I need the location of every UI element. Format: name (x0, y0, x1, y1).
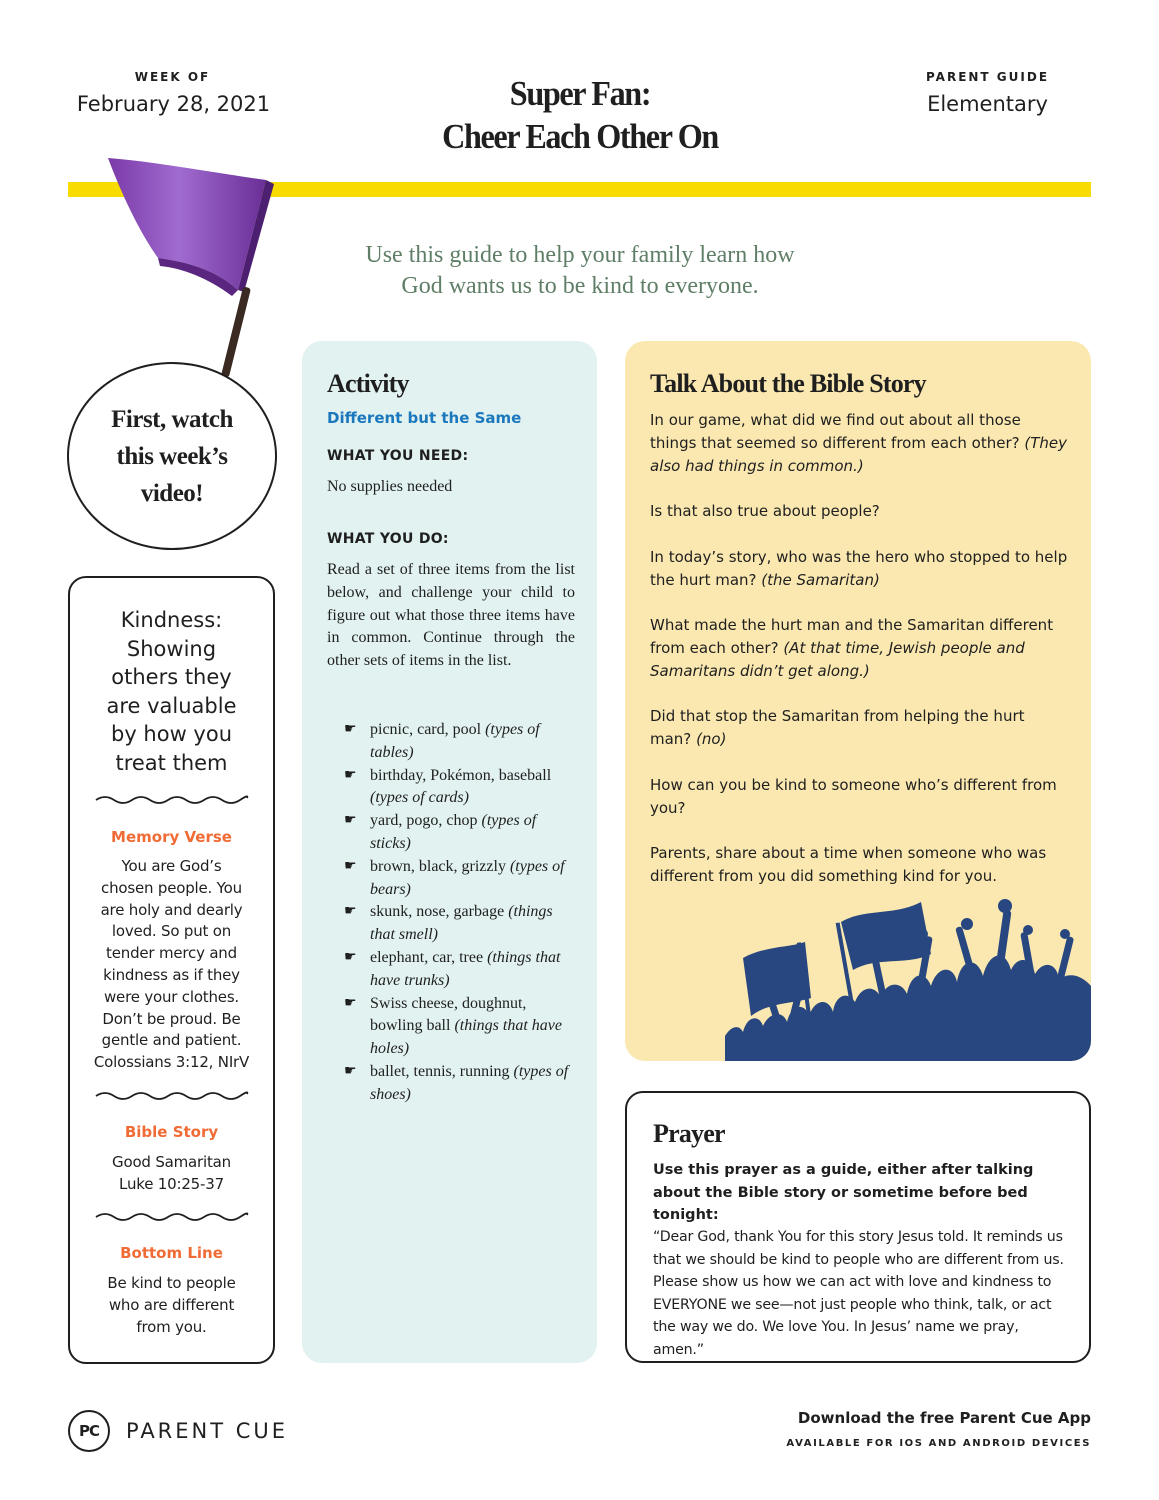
week-of-label: WEEK OF (134, 70, 211, 84)
activity-panel (302, 341, 597, 1363)
item-words: birthday, Pokémon, baseball (370, 766, 552, 784)
question-text: What made the hurt man and the Samaritan different from each other? (650, 616, 1054, 657)
download-app-title: Download the free Parent Cue App (797, 1409, 1091, 1427)
pointing-hand-icon: ☛ (344, 813, 357, 829)
pointing-hand-icon: ☛ (344, 858, 357, 874)
pointing-hand-icon: ☛ (344, 722, 357, 737)
virtue-line: treat them (115, 750, 228, 775)
squiggle-divider (94, 1211, 249, 1223)
memory-verse-heading: Memory Verse (111, 828, 232, 846)
talk-about-title: Talk About the Bible Story (650, 369, 926, 398)
bottom-line-text (82, 1273, 261, 1338)
what-you-do-text: Read a set of three items from the list below, and challenge your child to figure out what those three items have in common. Continue through the other sets of items in the list. (327, 561, 575, 670)
item-answer: (things that have trunks) (370, 948, 561, 989)
watch-line-3: video! (140, 479, 204, 507)
squiggle-divider (94, 1090, 249, 1102)
memory-verse-line: were your clothes. (103, 987, 240, 1006)
activity-subtitle: Different but the Same (327, 409, 522, 427)
memory-verse-line: tender mercy and (106, 944, 237, 963)
list-item (342, 765, 577, 811)
memory-verse-line: loved. So put on (111, 922, 232, 941)
pointing-hand-icon: ☛ (344, 995, 357, 1011)
item-answer: (types of sticks) (370, 812, 537, 852)
question-text: In our game, what did we find out about all those things that seemed so different from each other? (650, 411, 1021, 452)
bottom-line-heading: Bottom Line (120, 1244, 223, 1262)
question-text: In today’s story, who was the hero who stopped to help the hurt man? (650, 547, 1068, 589)
what-you-do-label: WHAT YOU DO: (327, 531, 449, 547)
discussion-question (650, 842, 1070, 888)
virtue-line: by how you (110, 722, 233, 746)
memory-verse-line: Don’t be proud. Be (102, 1009, 241, 1028)
bible-story-heading: Bible Story (124, 1123, 219, 1141)
question-text: Did that stop the Samaritan from helping the hurt man? (650, 707, 1025, 749)
virtue-definition (78, 606, 265, 777)
memory-verse-line: You are God’s (121, 857, 222, 875)
virtue-line: are valuable (106, 693, 237, 718)
memory-verse-line: chosen people. You (101, 878, 242, 897)
memory-verse-line: kindness as if they (103, 965, 240, 984)
cheering-crowd-illustration (725, 886, 1091, 1061)
intro-line-2: God wants us to be kind to everyone. (401, 273, 759, 299)
memory-verse-reference: Colossians 3:12, NIrV (93, 1053, 250, 1072)
question-answer: (They also had things in common.) (650, 433, 1067, 475)
question-text: Parents, share about a time when someone who was different from you did something kind for you. (650, 844, 1047, 885)
item-answer: (things that have holes) (370, 1017, 562, 1058)
parent-cue-logo-icon: PC (68, 1410, 110, 1452)
bottom-line-line: who are different (108, 1295, 235, 1314)
memory-verse-line: are holy and dearly (100, 900, 243, 919)
what-you-need-label: WHAT YOU NEED: (327, 448, 469, 464)
week-date: February 28, 2021 (76, 92, 271, 116)
discussion-question (650, 705, 1070, 751)
question-answer: (the Samaritan) (761, 570, 880, 589)
item-words: elephant, car, tree (370, 948, 484, 966)
discussion-question (650, 614, 1070, 682)
watch-video-callout (67, 362, 277, 550)
discussion-question (650, 774, 1070, 820)
virtue-line: Showing (126, 636, 217, 661)
squiggle-divider (94, 794, 249, 806)
discussion-questions (650, 409, 1070, 911)
item-set-list (342, 719, 577, 1107)
prayer-panel (625, 1091, 1091, 1363)
title-line-2: Cheer Each Other On (442, 117, 718, 156)
parent-cue-logo-text: PARENT CUE (126, 1419, 289, 1443)
question-text: Is that also true about people? (650, 502, 880, 521)
intro-text (300, 240, 860, 302)
virtue-line: others they (111, 665, 232, 689)
discussion-question (650, 500, 1070, 523)
parent-guide-label: PARENT GUIDE (925, 70, 1050, 84)
download-app-subtitle: AVAILABLE FOR IOS AND ANDROID DEVICES (786, 1438, 1091, 1449)
intro-line-1: Use this guide to help your family learn how (365, 242, 795, 268)
bottom-line-line: Be kind to people (107, 1274, 236, 1292)
prayer-instructions: Use this prayer as a guide, either after talking about the Bible story or sometime before bed tonight: (653, 1162, 1034, 1223)
bottom-line-line: from you. (136, 1317, 207, 1336)
item-answer: (things that smell) (370, 903, 553, 944)
purple-flag-icon (98, 150, 288, 390)
list-item (342, 856, 577, 902)
item-words: picnic, card, pool (370, 721, 482, 738)
item-words: Swiss cheese, doughnut, bowling ball (370, 994, 527, 1035)
watch-line-1: First, watch (111, 405, 233, 433)
virtue-sidebar (68, 576, 275, 1364)
list-item (342, 993, 577, 1061)
question-text: How can you be kind to someone who’s different from you? (650, 775, 1057, 817)
pointing-hand-icon: ☛ (344, 904, 357, 920)
pointing-hand-icon: ☛ (344, 767, 357, 783)
item-words: skunk, nose, garbage (370, 903, 505, 921)
prayer-title: Prayer (653, 1119, 725, 1148)
pointing-hand-icon: ☛ (344, 949, 357, 965)
watch-line-2: this week’s (116, 442, 228, 470)
item-answer: (types of bears) (370, 857, 565, 898)
list-item (342, 719, 577, 765)
talk-about-panel (625, 341, 1091, 1061)
page-title (378, 72, 783, 158)
item-answer: (types of tables) (370, 721, 540, 761)
list-item (342, 1061, 577, 1107)
guide-level: Elementary (927, 92, 1048, 116)
item-words: brown, black, grizzly (370, 857, 506, 875)
pointing-hand-icon: ☛ (344, 1063, 357, 1079)
memory-verse-line: gentle and patient. (101, 1031, 242, 1050)
question-answer: (no) (696, 730, 727, 749)
discussion-question (650, 546, 1070, 592)
item-words: yard, pogo, chop (370, 812, 478, 830)
what-you-need-text: No supplies needed (327, 478, 453, 495)
bible-story-name: Good Samaritan (112, 1153, 231, 1171)
item-words: ballet, tennis, running (370, 1062, 510, 1080)
list-item (342, 947, 577, 993)
prayer-text: “Dear God, thank You for this story Jesus told. It reminds us that we should be kind to people who are different from us. Please show us how we can act with love and kindness to EVERYONE we see—not just people who think, talk, or act the way we do. We love You. In Jesus’ name we pray, amen.” (653, 1229, 1064, 1358)
memory-verse-text (82, 856, 261, 1074)
virtue-line: Kindness: (120, 608, 223, 632)
item-answer: (types of cards) (370, 789, 469, 807)
bible-story-text (82, 1152, 261, 1196)
bible-story-reference: Luke 10:25-37 (119, 1174, 224, 1193)
list-item (342, 810, 577, 856)
list-item (342, 901, 577, 947)
question-answer: (At that time, Jewish people and Samaritans didn’t get along.) (650, 638, 1025, 680)
title-line-1: Super Fan: (509, 74, 651, 113)
item-answer: (types of shoes) (370, 1062, 569, 1103)
watch-video-text (97, 401, 247, 512)
activity-title: Activity (327, 369, 409, 398)
discussion-question (650, 409, 1070, 477)
